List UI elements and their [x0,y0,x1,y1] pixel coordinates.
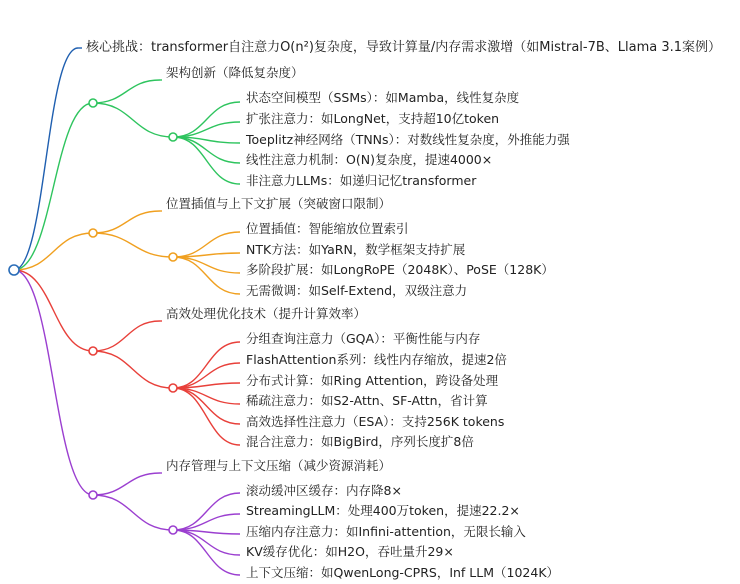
edge-hub-efficiency [93,351,173,388]
node-efficiency[interactable] [89,347,97,355]
branch-title-position: 位置插值与上下文扩展（突破窗口限制） [166,196,392,211]
leaf-efficiency-esa: 高效选择性注意力（ESA）：支持256K tokens [246,414,505,429]
leaf-efficiency-gqa: 分组查询注意力（GQA）：平衡性能与内存 [246,331,481,346]
leaf-position-ntk: NTK方法：如YaRN，数学框架支持扩展 [246,242,466,257]
leaf-memory-compressive: 压缩内存注意力：如Infini-attention，无限长输入 [246,524,526,539]
leaf-architecture-tnn: Toeplitz神经网络（TNNs）：对数线性复杂度，外推能力强 [246,132,570,147]
leaf-position-no-finetune: 无需微调：如Self-Extend，双级注意力 [246,283,468,298]
node-hub-memory[interactable] [169,526,177,534]
leaf-efficiency-hybrid: 混合注意力：如BigBird，序列长度扩8倍 [246,434,474,449]
leaf-memory-context-compression: 上下文压缩：如QwenLong-CPRS，Inf LLM（1024K） [246,565,560,580]
edge-leaf-efficiency-4 [173,388,240,424]
leaf-memory-kv-cache: KV缓存优化：如H2O，吞吐量升29× [246,544,454,559]
leaf-memory-rolling-buffer: 滚动缓冲区缓存：内存降8× [246,483,402,498]
edge-leaf-position-2 [173,257,240,273]
leaf-efficiency-flashattention: FlashAttention系列：线性内存缩放，提速2倍 [246,352,507,367]
edge-leaf-memory-1 [173,514,240,530]
edge-title-efficiency [93,321,160,351]
node-hub-efficiency[interactable] [169,384,177,392]
edge-leaf-efficiency-1 [173,363,240,388]
edge-leaf-architecture-0 [173,102,240,137]
leaf-architecture-linear-attention: 线性注意力机制：O(N)复杂度，提速4000× [246,152,493,167]
core-challenge-label: 核心挑战：transformer自注意力O(n²)复杂度，导致计算量/内存需求激增（如Mistral-7B、Llama 3.1案例） [86,40,722,55]
edge-leaf-memory-4 [173,530,240,575]
edge-leaf-architecture-3 [173,137,240,163]
node-architecture[interactable] [89,99,97,107]
edge-hub-position [93,233,173,257]
node-root[interactable] [9,265,19,275]
edge-leaf-efficiency-2 [173,383,240,388]
leaf-efficiency-distributed: 分布式计算：如Ring Attention，跨设备处理 [246,373,499,388]
edge-leaf-memory-0 [173,493,240,530]
node-hub-architecture[interactable] [169,133,177,141]
edge-root-to-architecture [14,103,93,270]
node-hub-position[interactable] [169,253,177,261]
branch-title-memory: 内存管理与上下文压缩（减少资源消耗） [166,458,392,473]
leaf-efficiency-sparse: 稀疏注意力：如S2-Attn、SF-Attn，省计算 [246,393,488,408]
edge-title-architecture [93,80,160,103]
edge-title-position [93,211,160,233]
edge-leaf-position-1 [173,253,240,257]
edge-root-to-memory [14,270,93,495]
leaf-architecture-non-attention: 非注意力LLMs：如递归记忆transformer [246,173,477,188]
leaf-architecture-ssm: 状态空间模型（SSMs）：如Mamba，线性复杂度 [246,90,520,105]
edge-title-memory [93,473,160,495]
branch-title-architecture: 架构创新（降低复杂度） [166,65,304,80]
leaf-memory-streamingllm: StreamingLLM：处理400万token，提速22.2× [246,503,520,518]
mindmap-nodes [9,99,177,534]
edge-hub-memory [93,495,173,530]
edge-root-to-efficiency [14,270,93,351]
edge-leaf-efficiency-0 [173,342,240,388]
edge-core-challenge [14,48,78,270]
edge-hub-architecture [93,103,173,137]
edge-leaf-architecture-4 [173,137,240,184]
edge-leaf-architecture-1 [173,122,240,137]
edge-leaf-position-3 [173,257,240,294]
leaf-position-multistage: 多阶段扩展：如LongRoPE（2048K）、PoSE（128K） [246,262,554,277]
branch-title-efficiency: 高效处理优化技术（提升计算效率） [166,306,367,321]
leaf-architecture-longnet: 扩张注意力：如LongNet，支持超10亿token [246,111,500,126]
node-memory[interactable] [89,491,97,499]
leaf-position-interpolation: 位置插值：智能缩放位置索引 [246,221,409,236]
node-position[interactable] [89,229,97,237]
